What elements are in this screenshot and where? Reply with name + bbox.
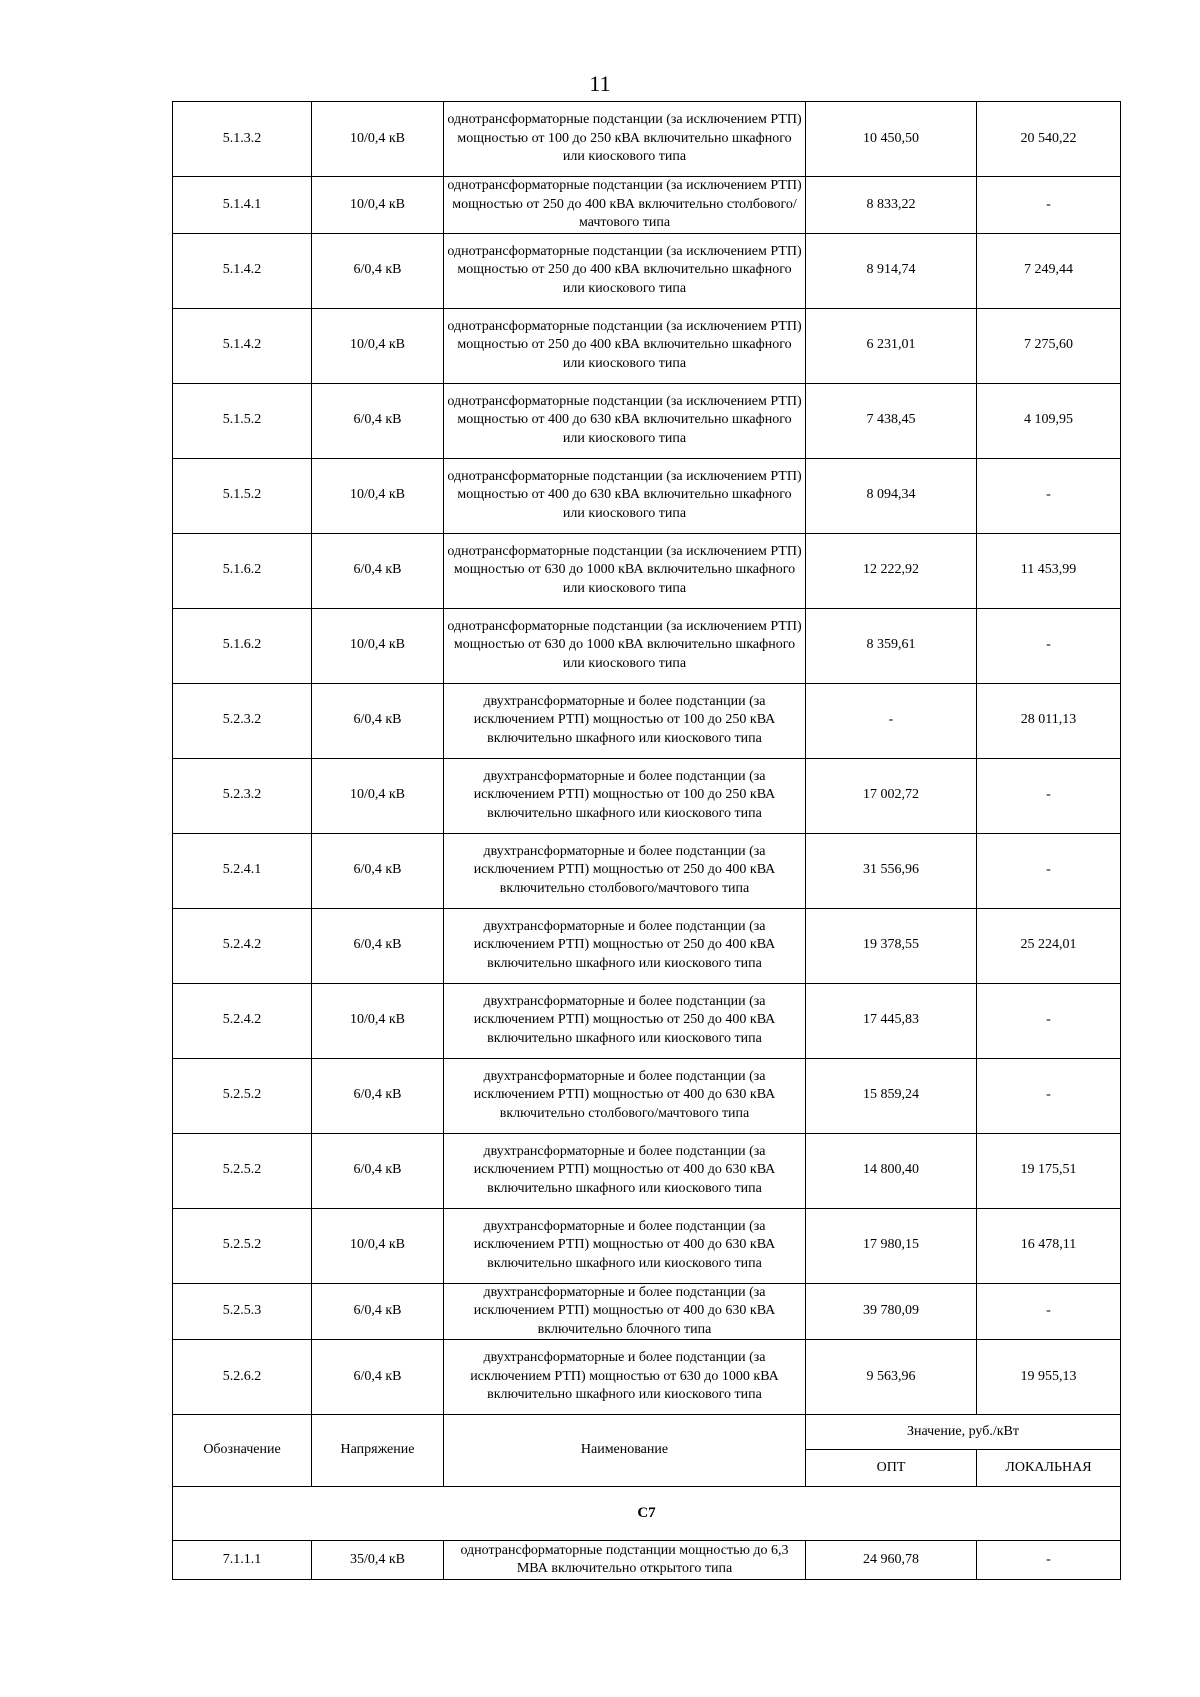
- table-row: [173, 1208, 1121, 1283]
- cell-name: однотрансформаторные подстанции (за исключением РТП) мощностью от 400 до 630 кВА включительно шкафного или киоскового типа: [444, 458, 806, 533]
- cell-code: 7.1.1.1: [173, 1541, 312, 1580]
- page-number: 11: [589, 71, 611, 96]
- cell-name: двухтрансформаторные и более подстанции (за исключением РТП) мощностью от 250 до 400 кВА включительно столбового/мачтового типа: [444, 833, 806, 908]
- cell-local: 16 478,11: [977, 1208, 1121, 1283]
- table-row: [173, 383, 1121, 458]
- table-row: [173, 177, 1121, 234]
- table-header-row: [173, 1415, 1121, 1450]
- cell-code: 5.2.6.2: [173, 1340, 312, 1415]
- table-row: [173, 1340, 1121, 1415]
- cell-name: однотрансформаторные подстанции (за исключением РТП) мощностью от 250 до 400 кВА включительно шкафного или киоскового типа: [444, 308, 806, 383]
- cell-name: двухтрансформаторные и более подстанции (за исключением РТП) мощностью от 400 до 630 кВА включительно блочного типа: [444, 1283, 806, 1340]
- section-title: С7: [173, 1487, 1121, 1541]
- cell-name: двухтрансформаторные и более подстанции (за исключением РТП) мощностью от 400 до 630 кВА включительно шкафного или киоскового типа: [444, 1133, 806, 1208]
- cell-opt: 9 563,96: [806, 1340, 977, 1415]
- table-row: [173, 1058, 1121, 1133]
- cell-local: -: [977, 758, 1121, 833]
- table-row: [173, 983, 1121, 1058]
- cell-voltage: 10/0,4 кВ: [312, 758, 444, 833]
- cell-code: 5.1.5.2: [173, 458, 312, 533]
- cell-opt: 14 800,40: [806, 1133, 977, 1208]
- cell-local: 25 224,01: [977, 908, 1121, 983]
- cell-voltage: 6/0,4 кВ: [312, 1133, 444, 1208]
- cell-local: 19 955,13: [977, 1340, 1121, 1415]
- table-row: [173, 683, 1121, 758]
- cell-local: -: [977, 833, 1121, 908]
- table-row: [173, 908, 1121, 983]
- cell-voltage: 6/0,4 кВ: [312, 908, 444, 983]
- cell-code: 5.1.4.1: [173, 177, 312, 234]
- cell-code: 5.2.3.2: [173, 683, 312, 758]
- table-row: [173, 758, 1121, 833]
- cell-name: однотрансформаторные подстанции (за исключением РТП) мощностью от 250 до 400 кВА включительно шкафного или киоскового типа: [444, 233, 806, 308]
- cell-local: 19 175,51: [977, 1133, 1121, 1208]
- cell-opt: 7 438,45: [806, 383, 977, 458]
- cell-code: 5.1.4.2: [173, 233, 312, 308]
- cell-local: -: [977, 608, 1121, 683]
- cell-name: двухтрансформаторные и более подстанции (за исключением РТП) мощностью от 100 до 250 кВА включительно шкафного или киоскового типа: [444, 683, 806, 758]
- table-row: [173, 833, 1121, 908]
- section-row: [173, 1487, 1121, 1541]
- header-designation: Обозначение: [173, 1415, 312, 1487]
- cell-code: 5.2.5.3: [173, 1283, 312, 1340]
- cell-code: 5.1.4.2: [173, 308, 312, 383]
- cell-name: однотрансформаторные подстанции (за исключением РТП) мощностью от 630 до 1000 кВА включительно шкафного или киоскового типа: [444, 533, 806, 608]
- cell-code: 5.1.6.2: [173, 533, 312, 608]
- cell-opt: 39 780,09: [806, 1283, 977, 1340]
- cell-local: -: [977, 983, 1121, 1058]
- cell-local: 7 275,60: [977, 308, 1121, 383]
- cell-code: 5.2.3.2: [173, 758, 312, 833]
- cell-voltage: 6/0,4 кВ: [312, 383, 444, 458]
- cell-local: -: [977, 1058, 1121, 1133]
- cell-code: 5.1.5.2: [173, 383, 312, 458]
- cell-opt: 19 378,55: [806, 908, 977, 983]
- cell-code: 5.1.3.2: [173, 102, 312, 177]
- cell-voltage: 10/0,4 кВ: [312, 177, 444, 234]
- cell-voltage: 6/0,4 кВ: [312, 1058, 444, 1133]
- cell-voltage: 10/0,4 кВ: [312, 308, 444, 383]
- cell-name: однотрансформаторные подстанции (за исключением РТП) мощностью от 100 до 250 кВА включительно шкафного или киоскового типа: [444, 102, 806, 177]
- cell-name: двухтрансформаторные и более подстанции (за исключением РТП) мощностью от 630 до 1000 кВА включительно шкафного или киоскового типа: [444, 1340, 806, 1415]
- cell-voltage: 10/0,4 кВ: [312, 608, 444, 683]
- cell-opt: 17 445,83: [806, 983, 977, 1058]
- cell-voltage: 10/0,4 кВ: [312, 983, 444, 1058]
- cell-local: -: [977, 458, 1121, 533]
- table-row: [173, 308, 1121, 383]
- cell-opt: 8 359,61: [806, 608, 977, 683]
- cell-opt: -: [806, 683, 977, 758]
- cell-name: двухтрансформаторные и более подстанции (за исключением РТП) мощностью от 100 до 250 кВА включительно шкафного или киоскового типа: [444, 758, 806, 833]
- cell-voltage: 6/0,4 кВ: [312, 833, 444, 908]
- cell-opt: 24 960,78: [806, 1541, 977, 1580]
- cell-local: 20 540,22: [977, 102, 1121, 177]
- cell-opt: 8 833,22: [806, 177, 977, 234]
- table-row: [173, 1133, 1121, 1208]
- cell-local: -: [977, 177, 1121, 234]
- cell-local: -: [977, 1283, 1121, 1340]
- cell-local: 28 011,13: [977, 683, 1121, 758]
- table-row: [173, 233, 1121, 308]
- header-opt: ОПТ: [806, 1450, 977, 1487]
- cell-voltage: 10/0,4 кВ: [312, 102, 444, 177]
- cell-opt: 10 450,50: [806, 102, 977, 177]
- cell-opt: 12 222,92: [806, 533, 977, 608]
- cell-code: 5.2.5.2: [173, 1058, 312, 1133]
- header-local: ЛОКАЛЬНАЯ: [977, 1450, 1121, 1487]
- cell-name: двухтрансформаторные и более подстанции (за исключением РТП) мощностью от 400 до 630 кВА включительно шкафного или киоскового типа: [444, 1208, 806, 1283]
- header-value: Значение, руб./кВт: [806, 1415, 1121, 1450]
- header-name: Наименование: [444, 1415, 806, 1487]
- cell-opt: 15 859,24: [806, 1058, 977, 1133]
- cell-code: 5.2.4.1: [173, 833, 312, 908]
- cell-name: однотрансформаторные подстанции (за исключением РТП) мощностью от 630 до 1000 кВА включительно шкафного или киоскового типа: [444, 608, 806, 683]
- table-row: [173, 1283, 1121, 1340]
- cell-voltage: 10/0,4 кВ: [312, 458, 444, 533]
- cell-voltage: 10/0,4 кВ: [312, 1208, 444, 1283]
- cell-name: двухтрансформаторные и более подстанции (за исключением РТП) мощностью от 400 до 630 кВА включительно столбового/мачтового типа: [444, 1058, 806, 1133]
- cell-name: однотрансформаторные подстанции (за исключением РТП) мощностью от 250 до 400 кВА включительно столбового/мачтового типа: [444, 177, 806, 234]
- header-voltage: Напряжение: [312, 1415, 444, 1487]
- cell-code: 5.2.4.2: [173, 908, 312, 983]
- cell-opt: 8 094,34: [806, 458, 977, 533]
- cell-local: 7 249,44: [977, 233, 1121, 308]
- cell-voltage: 6/0,4 кВ: [312, 533, 444, 608]
- cell-code: 5.2.5.2: [173, 1208, 312, 1283]
- cell-voltage: 6/0,4 кВ: [312, 233, 444, 308]
- table-row: [173, 1541, 1121, 1580]
- cell-voltage: 35/0,4 кВ: [312, 1541, 444, 1580]
- cell-local: 4 109,95: [977, 383, 1121, 458]
- table-row: [173, 533, 1121, 608]
- cell-opt: 17 980,15: [806, 1208, 977, 1283]
- table-row: [173, 608, 1121, 683]
- tariff-table: [172, 101, 1121, 1580]
- cell-name: однотрансформаторные подстанции мощностью до 6,3 МВА включительно открытого типа: [444, 1541, 806, 1580]
- cell-code: 5.1.6.2: [173, 608, 312, 683]
- cell-name: двухтрансформаторные и более подстанции (за исключением РТП) мощностью от 250 до 400 кВА включительно шкафного или киоскового типа: [444, 908, 806, 983]
- cell-voltage: 6/0,4 кВ: [312, 1283, 444, 1340]
- cell-local: -: [977, 1541, 1121, 1580]
- cell-opt: 17 002,72: [806, 758, 977, 833]
- cell-voltage: 6/0,4 кВ: [312, 683, 444, 758]
- cell-name: однотрансформаторные подстанции (за исключением РТП) мощностью от 400 до 630 кВА включительно шкафного или киоскового типа: [444, 383, 806, 458]
- cell-voltage: 6/0,4 кВ: [312, 1340, 444, 1415]
- cell-code: 5.2.5.2: [173, 1133, 312, 1208]
- cell-local: 11 453,99: [977, 533, 1121, 608]
- table-row: [173, 102, 1121, 177]
- cell-name: двухтрансформаторные и более подстанции (за исключением РТП) мощностью от 250 до 400 кВА включительно шкафного или киоскового типа: [444, 983, 806, 1058]
- cell-opt: 8 914,74: [806, 233, 977, 308]
- cell-opt: 6 231,01: [806, 308, 977, 383]
- table-row: [173, 458, 1121, 533]
- cell-code: 5.2.4.2: [173, 983, 312, 1058]
- cell-opt: 31 556,96: [806, 833, 977, 908]
